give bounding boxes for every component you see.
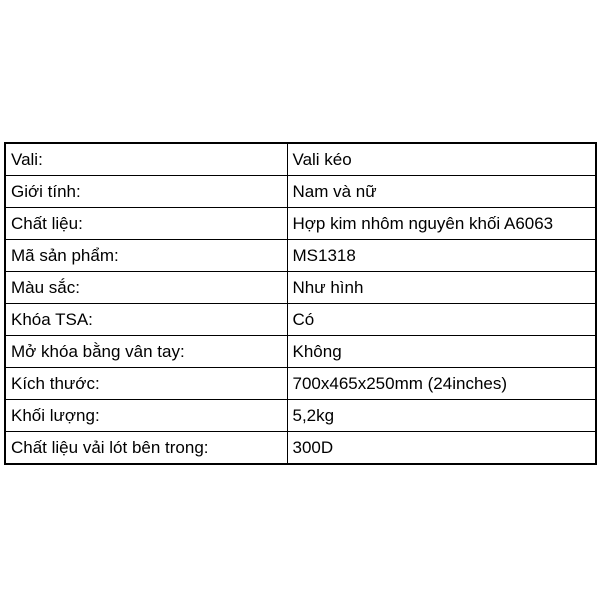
spec-value: Có: [287, 304, 596, 336]
spec-label: Kích thước:: [5, 368, 287, 400]
spec-value: Vali kéo: [287, 143, 596, 176]
table-row: [5, 143, 596, 176]
table-row: [5, 272, 596, 304]
spec-label: Khối lượng:: [5, 400, 287, 432]
spec-value: 700x465x250mm (24inches): [287, 368, 596, 400]
spec-label: Khóa TSA:: [5, 304, 287, 336]
table-row: [5, 368, 596, 400]
table-row: [5, 400, 596, 432]
spec-label: Giới tính:: [5, 176, 287, 208]
spec-value: Không: [287, 336, 596, 368]
spec-value: Nam và nữ: [287, 176, 596, 208]
spec-value: 5,2kg: [287, 400, 596, 432]
table-row: [5, 304, 596, 336]
table-row: [5, 240, 596, 272]
spec-value: MS1318: [287, 240, 596, 272]
table-row: [5, 432, 596, 465]
spec-value: 300D: [287, 432, 596, 465]
spec-label: Mở khóa bằng vân tay:: [5, 336, 287, 368]
spec-value: Hợp kim nhôm nguyên khối A6063: [287, 208, 596, 240]
table-row: [5, 176, 596, 208]
spec-table: [4, 142, 597, 465]
table-row: [5, 336, 596, 368]
spec-label: Chất liệu:: [5, 208, 287, 240]
spec-value: Như hình: [287, 272, 596, 304]
spec-label: Mã sản phẩm:: [5, 240, 287, 272]
spec-label: Chất liệu vải lót bên trong:: [5, 432, 287, 465]
table-row: [5, 208, 596, 240]
spec-label: Vali:: [5, 143, 287, 176]
spec-label: Màu sắc:: [5, 272, 287, 304]
